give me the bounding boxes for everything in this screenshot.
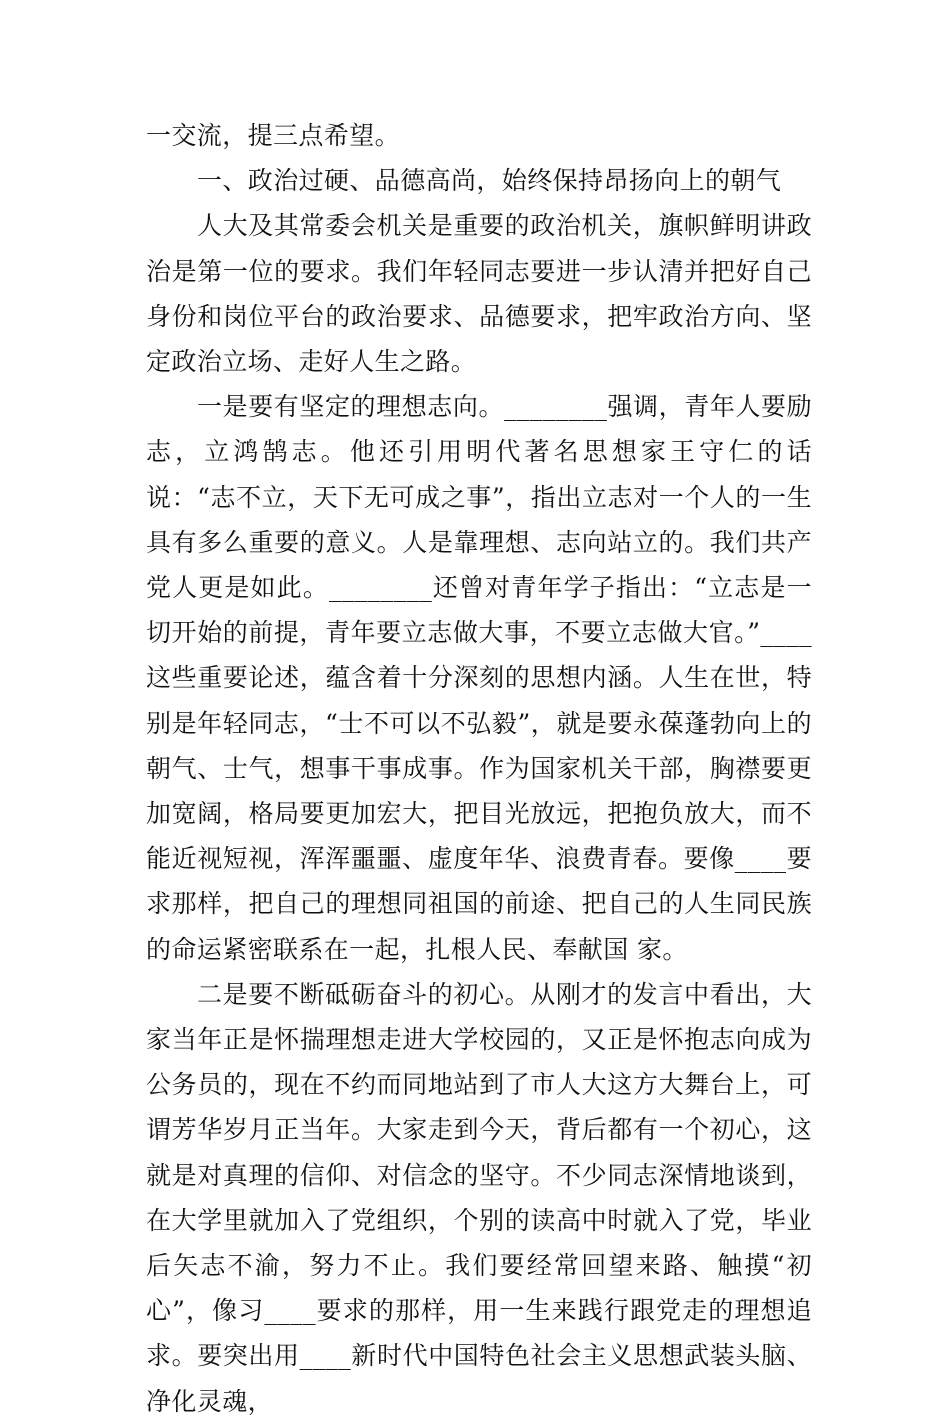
document-body <box>146 113 812 1424</box>
paragraph-political-requirements: 人大及其常委会机关是重要的政治机关，旗帜鲜明讲政治是第一位的要求。我们年轻同志要进一步认清并把好自己身份和岗位平台的政治要求、品德要求，把牢政治方向、坚定政治立场、走好人生之路。 <box>146 211 812 377</box>
paragraph-intro-continuation: 一交流，提三点希望。 <box>146 121 401 150</box>
paragraph-ideals: 一是要有坚定的理想志向。________强调，青年人要励志，立鸿鹄志。他还引用明代著名思想家王守仁的话说：“志不立，天下无可成之事”，指出立志对一个人的一生具有多么重要的意义。人是靠理想、志向站立的。我们共产党人更是如此。________还曾对青年学子指出：“立志是一切开始的前提，青年要立志做大事，不要立志做大官。”____这些重要论述，蕴含着十分深刻的思想内涵。人生在世，特别是年轻同志，“士不可以不弘毅”，就是要永葆蓬勃向上的朝气、士气，想事干事成事。作为国家机关干部，胸襟要更加宽阔，格局要更加宏大，把目光放远，把抱负放大，而不能近视短视，浑浑噩噩、虚度年华、浪费青春。要像____要求那样，把自己的理想同祖国的前途、把自己的人生同民族的命运紧密联系在一起，扎根人民、奉献国 家。 <box>146 392 812 964</box>
section-heading: 一、政治过硬、品德高尚，始终保持昂扬向上的朝气 <box>197 166 782 196</box>
paragraph-original-aspiration: 二是要不断砥砺奋斗的初心。从刚才的发言中看出，大家当年正是怀揣理想走进大学校园的，又正是怀抱志向成为公务员的，现在不约而同地站到了市人大这方大舞台上，可谓芳华岁月正当年。大家走到今天，背后都有一个初心，这就是对真理的信仰、对信念的坚守。不少同志深情地谈到，在大学里就加入了党组织，个别的读高中时就入了党，毕业后矢志不渝，努力不止。我们要经常回望来路、触摸“初心”，像习____要求的那样，用一生来践行跟党走的理想追求。要突出用____新时代中国特色社会主义思想武装头脑、净化灵魂， <box>146 979 812 1416</box>
